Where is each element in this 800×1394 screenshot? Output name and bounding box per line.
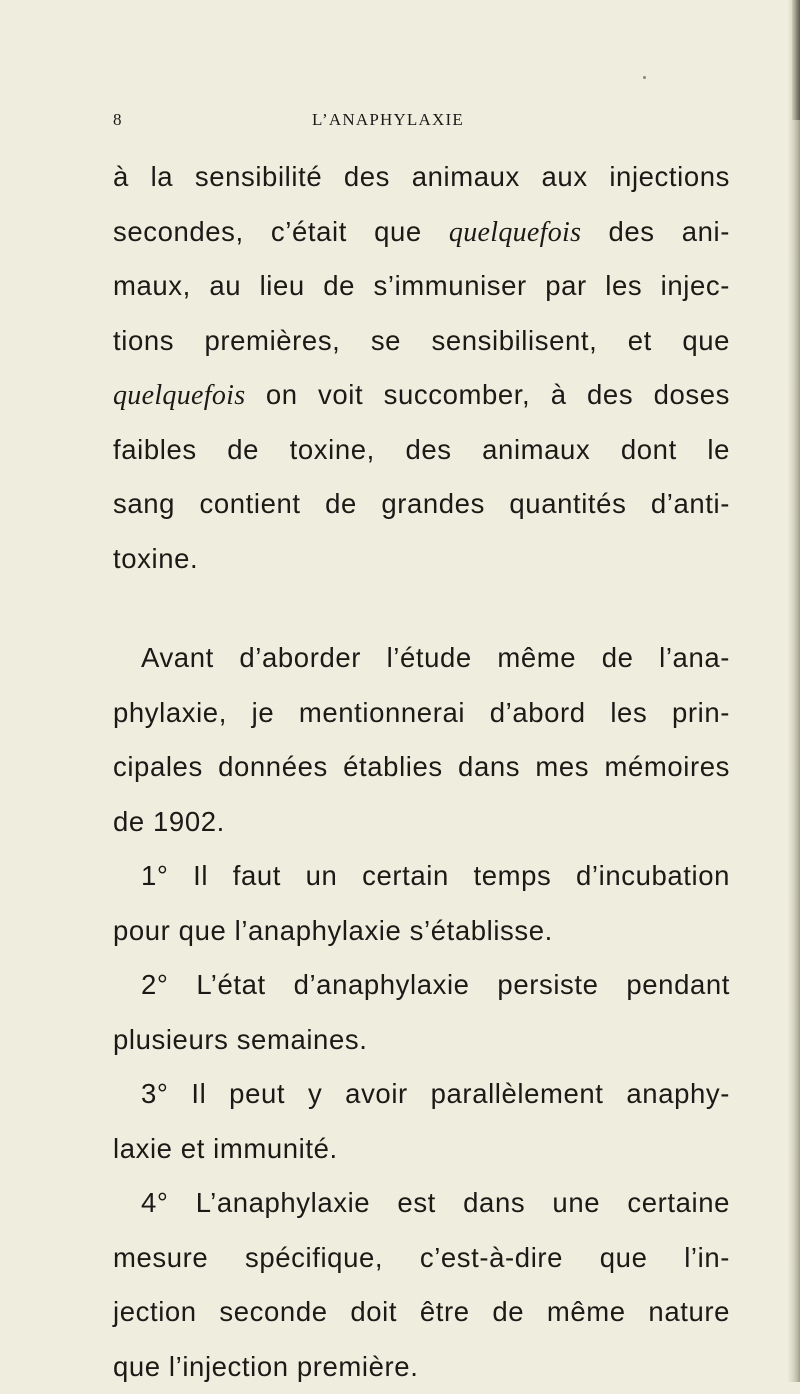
italic-word: quelquefois [113, 380, 245, 411]
text-run: secondes, c’était que [113, 216, 422, 247]
item-3-line-2: laxie et immunité. [113, 1122, 730, 1177]
paragraph-1-line-8: toxine. [113, 532, 730, 587]
paragraph-1-line-3: maux, au lieu de s’immuniser par les injec- [113, 259, 730, 314]
item-2-line-2: plusieurs semaines. [113, 1013, 730, 1068]
item-2-line-1: 2° L’état d’anaphylaxie persiste pendant [113, 958, 730, 1013]
item-4-line-3: jection seconde doit être de même nature [113, 1285, 730, 1340]
paragraph-2-line-1: Avant d’aborder l’étude même de l’ana- [113, 631, 730, 686]
item-4-line-1: 4° L’anaphylaxie est dans une certaine [113, 1176, 730, 1231]
paragraph-gap [113, 586, 730, 631]
paragraph-1-line-6: faibles de toxine, des animaux dont le [113, 423, 730, 478]
item-1-line-1: 1° Il faut un certain temps d’incubation [113, 849, 730, 904]
paragraph-2-line-3: cipales données établies dans mes mémoires [113, 740, 730, 795]
body-text [113, 150, 730, 1394]
paragraph-2-line-2: phylaxie, je mentionnerai d’abord les prin- [113, 686, 730, 741]
page-number: 8 [113, 110, 122, 130]
paragraph-1-line-4: tions premières, se sensibilisent, et que [113, 314, 730, 369]
paragraph-1-line-2 [113, 205, 730, 260]
italic-word: quelquefois [449, 217, 581, 248]
item-4-line-4: que l’injection première. [113, 1340, 730, 1394]
item-1-line-2: pour que l’anaphylaxie s’établisse. [113, 904, 730, 959]
page-edge-top-shadow [792, 0, 800, 120]
paper-speck [643, 76, 646, 79]
running-title: L’ANAPHYLAXIE [312, 110, 464, 130]
item-4-line-2: mesure spécifique, c’est-à-dire que l’in- [113, 1231, 730, 1286]
page-header [0, 110, 800, 140]
paragraph-2-line-4: de 1902. [113, 795, 730, 850]
paragraph-1-line-5 [113, 368, 730, 423]
page-edge-shadow [788, 0, 800, 1382]
item-3-line-1: 3° Il peut y avoir parallèlement anaphy- [113, 1067, 730, 1122]
paragraph-1-line-7: sang contient de grandes quantités d’anti- [113, 477, 730, 532]
paragraph-1-line-1: à la sensibilité des animaux aux injections [113, 150, 730, 205]
text-run: on voit succomber, à des doses [266, 379, 730, 410]
text-run: des ani- [608, 216, 730, 247]
